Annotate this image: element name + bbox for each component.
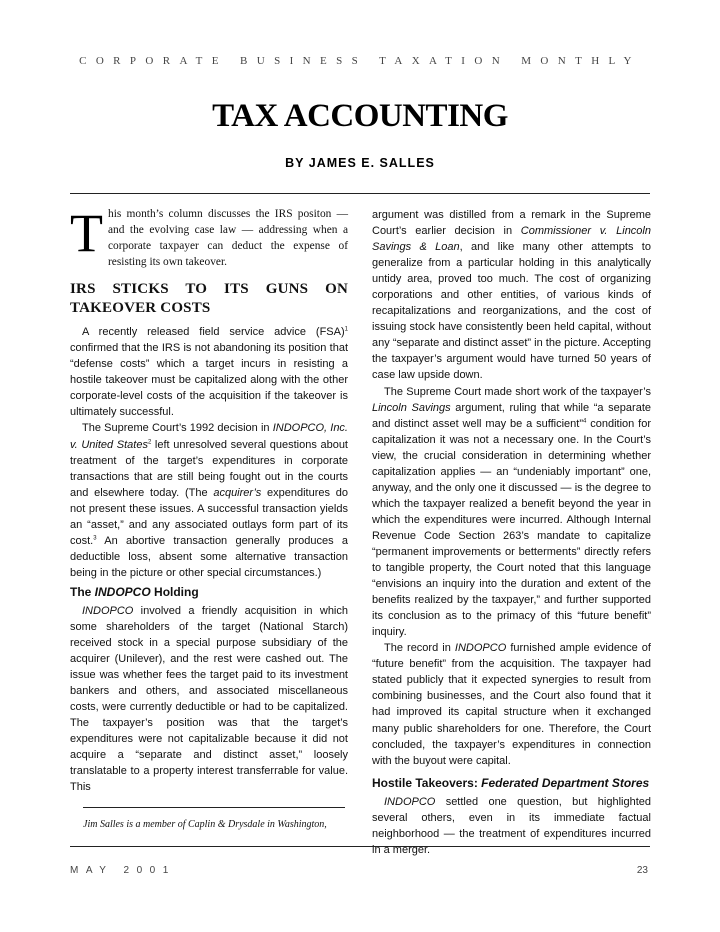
byline: BY JAMES E. SALLES — [285, 156, 435, 170]
paragraph — [70, 603, 348, 796]
text-run: expenditures do not present these issues. A successful transaction yields an “asset,” and any associated outlays form part of its cost. — [70, 486, 348, 547]
paragraph — [70, 324, 348, 420]
section-heading: IRS STICKS TO ITS GUNS ON TAKEOVER COSTS — [70, 281, 348, 317]
paragraph — [70, 420, 348, 580]
text-run: A recently released field service advice (FSA) — [82, 326, 345, 339]
footnote-divider — [83, 807, 345, 808]
italic-text: acquirer’s — [213, 486, 262, 499]
journal-masthead: CORPORATE BUSINESS TAXATION MONTHLY — [79, 55, 641, 67]
text-run: left unresolved several questions about treatment of the target’s expenditures in corporate transactions that are still being fought out in the courts and elsewhere today. (The — [70, 438, 348, 499]
text-run: confirmed that the IRS is not abandoning its position that “defense costs” which a target incurs in resisting a hostile takeover must be capitalized along with the other corporate-level costs of the acquisition if the takeover is ultimately successful. — [70, 342, 348, 419]
text-run: settled one question, but highlighted several others, even in its immediate factual neighborhood — the treatment of expenditures incurred in a merger. — [372, 795, 651, 856]
paragraph — [372, 794, 651, 858]
text-run: condition for capitalization it was not a necessary one. In the Court’s view, the crucial consideration in determining whether capitalization applies — an “undeniably important” one, anyway, and the only one it discussed — is the degree to which the taxpayer realized a benefit beyond the year in which the expenditures were incurred. Although Internal Revenue Code Section 263’s mandate to capitalize “permanent improvements or betterments” directly refers to tangible property, the Court noted that this language “envisions an inquiry into the duration and extent of the benefits realized by the taxpayer,” and further supported its conclusion as to the primacy of this “future benefit” inquiry. — [372, 417, 651, 639]
drop-cap: T — [70, 203, 103, 263]
subheading — [372, 775, 651, 792]
author-footnote: Jim Salles is a member of Caplin & Drysdale in Washington, — [83, 819, 327, 830]
lead-paragraph — [70, 203, 348, 270]
text-run: The Supreme Court’s 1992 decision in — [82, 422, 273, 435]
case-name: INDOPCO — [384, 795, 436, 808]
case-name: Federated Department Stores — [481, 775, 650, 790]
case-name: INDOPCO — [94, 584, 151, 599]
text-run: An abortive transaction generally produces a deductible loss, absent some alternative transaction being in the picture or other special circumstances.) — [70, 534, 348, 579]
subheading-text: Holding — [150, 584, 199, 599]
paragraph-continued — [372, 207, 651, 384]
case-name: INDOPCO — [454, 642, 507, 655]
subheading-text: Hostile Takeovers: — [372, 775, 482, 790]
text-run: The Supreme Court made short work of the taxpayer’s — [384, 385, 651, 398]
article-title: TAX ACCOUNTING — [212, 98, 508, 134]
subheading — [70, 584, 348, 601]
paragraph — [372, 384, 651, 641]
page-number: 23 — [636, 865, 648, 876]
case-name: INDOPCO — [82, 604, 134, 617]
footer-divider — [70, 846, 650, 847]
paragraph — [372, 640, 651, 768]
footnote-ref: 3 — [93, 535, 97, 542]
left-column — [70, 203, 348, 796]
text-run: involved a friendly acquisition in which some shareholders of the target (National Starch) received stock in a special purpose subsidiary of the acquirer (Unilever), and the rest were cashed out. The issue was whether fees the target paid to its investment bankers and others, and associated miscellaneous costs, were currently deductible or had to be capitalized. The taxpayer’s position was that the target’s expenditures were not capitalizable because it did not acquire a “separate and distinct asset,” loosely translatable to a property interest transferrable for value. This — [70, 604, 348, 794]
text-run: argument, ruling that while “a separate and distinct asset well may be a sufficient” — [372, 401, 651, 430]
text-run: , and like many other attempts to generalize from a particular holding in this analytically untidy area, proved too much. The cost of organizing corporations and other entities, of various kinds of recapitalizations and reorganizations, and the cost of issuing stock have consistently been held capital, without any “separate and distinct asset” in the picture. Accepting the taxpayer’s argument would have turned 50 years of case law upside down. — [372, 241, 651, 382]
text-run: The record in — [384, 642, 455, 655]
footnote-ref: 1 — [344, 326, 348, 333]
case-name: Lincoln Savings — [372, 401, 451, 414]
footnote-ref: 4 — [583, 417, 587, 424]
text-run: argument was distilled from a remark in the Supreme Court’s earlier decision in — [372, 209, 651, 238]
header-divider — [70, 193, 650, 194]
case-name: INDOPCO, Inc. v. United States — [70, 422, 348, 451]
issue-date: MAY 2001 — [70, 865, 176, 876]
subheading-text: The — [70, 584, 95, 599]
lead-text: his month’s column discusses the IRS positon — and the evolving case law — addressing when a corporate taxpayer can deduct the expense of resisting its own takeover. — [108, 208, 348, 269]
text-run: furnished ample evidence of “future benefit” from the acquisition. The taxpayer had stated publicly that it expected synergies to result from combining businesses, and the Court also found that it had improved its capital structure when it exchanged many public shareholders for one. Therefore, the Court concluded, the taxpayer’s expenditures in connection with the buyout were capital. — [372, 642, 651, 767]
right-column — [372, 207, 651, 858]
footnote-ref: 2 — [147, 438, 152, 445]
case-name: Commissioner v. Lincoln Savings & Loan — [372, 225, 651, 254]
